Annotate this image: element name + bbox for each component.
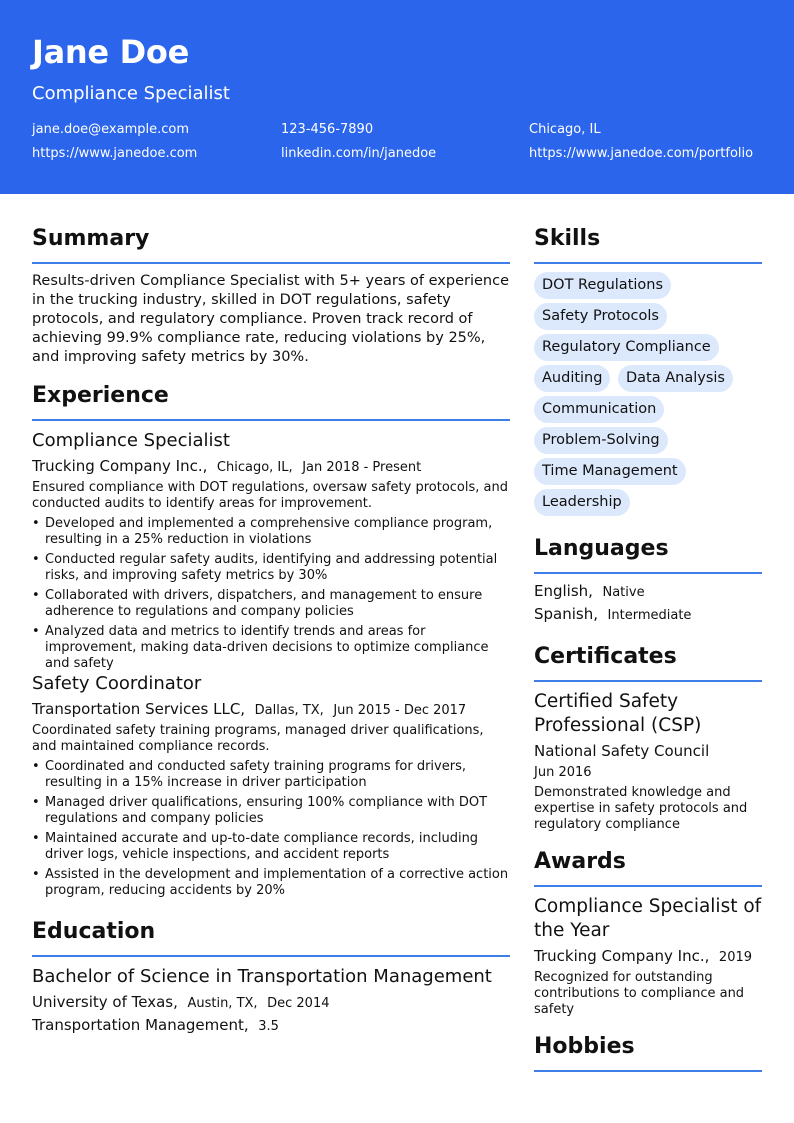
language-name: English, <box>534 582 593 600</box>
language-level: Native <box>602 585 645 600</box>
certificates-divider <box>534 680 762 682</box>
award-meta <box>534 947 752 965</box>
list-item: • Managed driver qualifications, ensuring 100% compliance with DOT regulations and company policies <box>32 795 510 827</box>
skills-divider <box>534 262 762 264</box>
list-item: • Collaborated with drivers, dispatchers, and management to ensure adherence to regulations and company policies <box>32 588 510 620</box>
skill-tag: Communication <box>534 396 664 423</box>
contact-portfolio[interactable]: https://www.janedoe.com/portfolio <box>529 146 754 161</box>
certificate-name: Certified Safety Professional (CSP) <box>534 691 702 736</box>
skill-tag: Regulatory Compliance <box>534 334 719 361</box>
education-divider <box>32 955 510 957</box>
award-year: 2019 <box>718 950 753 965</box>
experience-divider <box>32 419 510 421</box>
contact-website[interactable]: https://www.janedoe.com <box>32 146 198 161</box>
candidate-name: Jane Doe <box>32 33 189 71</box>
certificates-heading: Certificates <box>534 644 677 669</box>
skill-tag: Time Management <box>534 458 686 485</box>
job-location: Chicago, IL, <box>216 460 293 475</box>
certificate-issuer: National Safety Council <box>534 742 710 760</box>
hobbies-divider <box>534 1070 762 1072</box>
skills-heading: Skills <box>534 226 601 251</box>
contact-phone[interactable]: 123-456-7890 <box>281 122 374 137</box>
contact-email[interactable]: jane.doe@example.com <box>32 122 190 137</box>
skill-tag: Data Analysis <box>618 365 733 392</box>
language-item <box>534 605 691 623</box>
language-name: Spanish, <box>534 605 598 623</box>
graduation-date: Dec 2014 <box>267 996 330 1011</box>
languages-divider <box>534 572 762 574</box>
list-item: • Maintained accurate and up-to-date compliance records, including driver logs, vehicle inspections, and accident reports <box>32 831 510 863</box>
certificate-date: Jun 2016 <box>534 765 592 780</box>
summary-heading: Summary <box>32 226 150 251</box>
job-title: Compliance Specialist <box>32 430 230 451</box>
experience-heading: Experience <box>32 383 169 408</box>
hobbies-heading: Hobbies <box>534 1034 635 1059</box>
list-item: • Developed and implemented a comprehensive compliance program, resulting in a 25% reduction in violations <box>32 516 510 548</box>
summary-text: Results-driven Compliance Specialist with 5+ years of experience in the trucking industry, skilled in DOT regulations, safety protocols, and regulatory compliance. Proven track record of achieving 99.9% compliance rate, reducing violations by 25%, and improving safety metrics by 30%. <box>32 273 509 365</box>
job-dates: Jan 2018 - Present <box>302 460 422 475</box>
skill-tag: Leadership <box>534 489 630 516</box>
certificate-description: Demonstrated knowledge and expertise in safety protocols and regulatory compliance <box>534 785 748 832</box>
list-item: • Analyzed data and metrics to identify trends and areas for improvement, making data-driven decisions to optimize compliance and safety <box>32 624 510 672</box>
job-company: Trucking Company Inc., <box>32 457 208 475</box>
school-name: University of Texas, <box>32 993 178 1011</box>
skill-tag: Problem-Solving <box>534 427 668 454</box>
award-description: Recognized for outstanding contributions to compliance and safety <box>534 970 745 1017</box>
list-item: • Coordinated and conducted safety training programs for drivers, resulting in a 15% increase in driver participation <box>32 759 510 791</box>
job-company: Transportation Services LLC, <box>32 700 246 718</box>
award-issuer: Trucking Company Inc., <box>534 947 710 965</box>
degree-title: Bachelor of Science in Transportation Management <box>32 966 492 987</box>
resume-header <box>0 0 794 194</box>
school-location: Austin, TX, <box>187 996 258 1011</box>
job-description: Coordinated safety training programs, managed driver qualifications, and maintained compliance records. <box>32 723 484 754</box>
language-level: Intermediate <box>607 608 692 623</box>
awards-heading: Awards <box>534 849 626 874</box>
job-title: Safety Coordinator <box>32 673 202 694</box>
awards-divider <box>534 885 762 887</box>
field-of-study: Transportation Management, <box>32 1016 249 1034</box>
job-location: Dallas, TX, <box>254 703 324 718</box>
job-bullets <box>32 516 510 676</box>
job-meta <box>32 457 421 475</box>
education-field <box>32 1016 279 1034</box>
education-meta <box>32 993 329 1011</box>
language-item <box>534 582 645 600</box>
skill-tag: DOT Regulations <box>534 272 671 299</box>
list-item: • Assisted in the development and implementation of a corrective action program, reducing accidents by 20% <box>32 867 510 899</box>
contact-location: Chicago, IL <box>529 122 601 137</box>
job-dates: Jun 2015 - Dec 2017 <box>333 703 467 718</box>
contact-linkedin[interactable]: linkedin.com/in/janedoe <box>281 146 437 161</box>
education-heading: Education <box>32 919 156 944</box>
award-name: Compliance Specialist of the Year <box>534 896 762 941</box>
summary-divider <box>32 262 510 264</box>
list-item: • Conducted regular safety audits, identifying and addressing potential risks, and improving safety metrics by 30% <box>32 552 510 584</box>
candidate-title: Compliance Specialist <box>32 83 230 104</box>
job-meta <box>32 700 466 718</box>
skill-tag: Auditing <box>534 365 610 392</box>
languages-heading: Languages <box>534 536 669 561</box>
gpa: 3.5 <box>258 1019 279 1034</box>
skill-tag: Safety Protocols <box>534 303 667 330</box>
job-bullets <box>32 759 510 903</box>
job-description: Ensured compliance with DOT regulations, oversaw safety protocols, and conducted audits to identify areas for improvement. <box>32 480 508 511</box>
